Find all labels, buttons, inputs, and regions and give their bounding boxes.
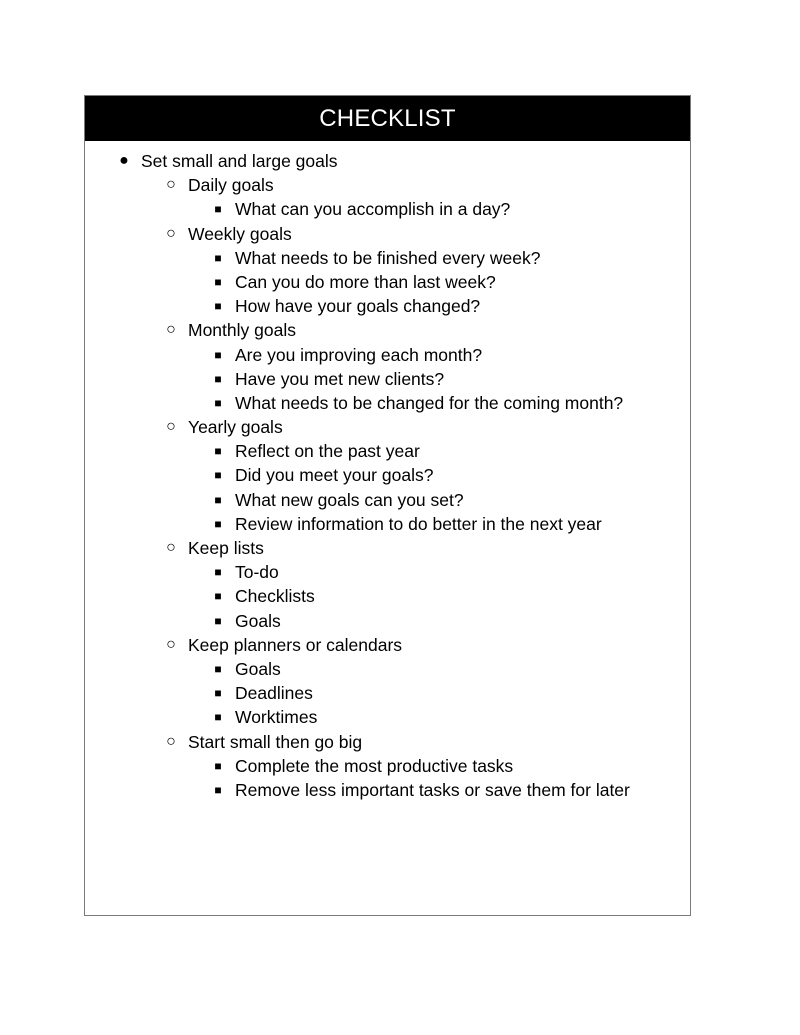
checklist-header	[85, 96, 690, 141]
list-item	[85, 536, 690, 560]
list-item	[85, 754, 690, 778]
list-item-text: Keep planners or calendars	[188, 634, 403, 655]
hollow-circle-bullet-icon: ○	[166, 321, 176, 339]
list-item	[85, 609, 690, 633]
list-item-text: To-do	[235, 562, 279, 583]
list-item	[85, 439, 690, 463]
hollow-circle-bullet-icon: ○	[166, 176, 176, 194]
list-item-text: Goals	[235, 658, 281, 679]
list-item-text: Weekly goals	[188, 223, 292, 244]
hollow-circle-bullet-icon: ○	[166, 418, 176, 436]
list-item	[85, 657, 690, 681]
checklist-card	[84, 95, 691, 916]
square-bullet-icon: ■	[214, 202, 222, 217]
list-item	[85, 705, 690, 729]
list-item-text: How have your goals changed?	[235, 296, 481, 317]
list-item-text: Set small and large goals	[141, 151, 338, 171]
list-item	[85, 488, 690, 512]
list-item	[85, 197, 690, 221]
list-item	[85, 463, 690, 487]
list-item-text: Complete the most productive tasks	[235, 755, 514, 776]
square-bullet-icon: ■	[214, 661, 222, 676]
list-item-text: Reflect on the past year	[235, 441, 420, 462]
square-bullet-icon: ■	[214, 468, 222, 483]
square-bullet-icon: ■	[214, 299, 222, 314]
list-item-text: What needs to be changed for the coming month?	[235, 392, 624, 413]
list-item-text: Keep lists	[188, 538, 264, 558]
hollow-circle-bullet-icon: ○	[166, 635, 176, 653]
list-item-text: Yearly goals	[188, 417, 283, 438]
list-item	[85, 246, 690, 270]
list-item	[85, 149, 690, 173]
square-bullet-icon: ■	[214, 686, 222, 701]
list-item-text: Worktimes	[235, 707, 318, 728]
list-item	[85, 318, 690, 342]
square-bullet-icon: ■	[214, 492, 222, 507]
list-item-text: What new goals can you set?	[235, 489, 464, 510]
square-bullet-icon: ■	[214, 613, 222, 628]
hollow-circle-bullet-icon: ○	[166, 224, 176, 242]
list-item	[85, 584, 690, 608]
list-item	[85, 512, 690, 536]
square-bullet-icon: ■	[214, 565, 222, 580]
square-bullet-icon: ■	[214, 444, 222, 459]
square-bullet-icon: ■	[214, 710, 222, 725]
list-item-text: Are you improving each month?	[235, 344, 483, 365]
list-item-text: What needs to be finished every week?	[235, 247, 541, 268]
list-item-text: Review information to do better in the next year	[235, 513, 602, 534]
square-bullet-icon: ■	[214, 371, 222, 386]
list-item-text: Can you do more than last week?	[235, 271, 496, 292]
list-item-text: What can you accomplish in a day?	[235, 199, 511, 220]
square-bullet-icon: ■	[214, 589, 222, 604]
list-item-text: Checklists	[235, 586, 315, 607]
list-item	[85, 730, 690, 754]
list-item-text: Daily goals	[188, 175, 274, 196]
list-item	[85, 173, 690, 197]
list-item	[85, 294, 690, 318]
list-item	[85, 681, 690, 705]
list-item	[85, 778, 690, 802]
square-bullet-icon: ■	[214, 758, 222, 773]
checklist-title: CHECKLIST	[319, 104, 456, 132]
hollow-circle-bullet-icon: ○	[166, 732, 176, 750]
list-item-text: Have you met new clients?	[235, 368, 445, 389]
list-item-text: Goals	[235, 610, 281, 631]
list-item-text: Remove less important tasks or save them for later	[235, 779, 630, 800]
list-item	[85, 391, 690, 415]
square-bullet-icon: ■	[214, 516, 222, 531]
square-bullet-icon: ■	[214, 274, 222, 289]
list-item-text: Did you meet your goals?	[235, 465, 434, 486]
square-bullet-icon: ■	[214, 782, 222, 797]
list-item-text: Start small then go big	[188, 731, 363, 752]
list-item-text: Monthly goals	[188, 320, 296, 341]
filled-circle-bullet-icon: ●	[119, 152, 129, 169]
list-item	[85, 560, 690, 584]
list-item	[85, 367, 690, 391]
list-item	[85, 343, 690, 367]
square-bullet-icon: ■	[214, 347, 222, 362]
list-item-text: Deadlines	[235, 683, 313, 704]
square-bullet-icon: ■	[214, 250, 222, 265]
list-item	[85, 415, 690, 439]
checklist-list	[85, 149, 690, 802]
list-item	[85, 222, 690, 246]
list-item	[85, 270, 690, 294]
hollow-circle-bullet-icon: ○	[166, 539, 176, 556]
square-bullet-icon: ■	[214, 395, 222, 410]
list-item	[85, 633, 690, 657]
